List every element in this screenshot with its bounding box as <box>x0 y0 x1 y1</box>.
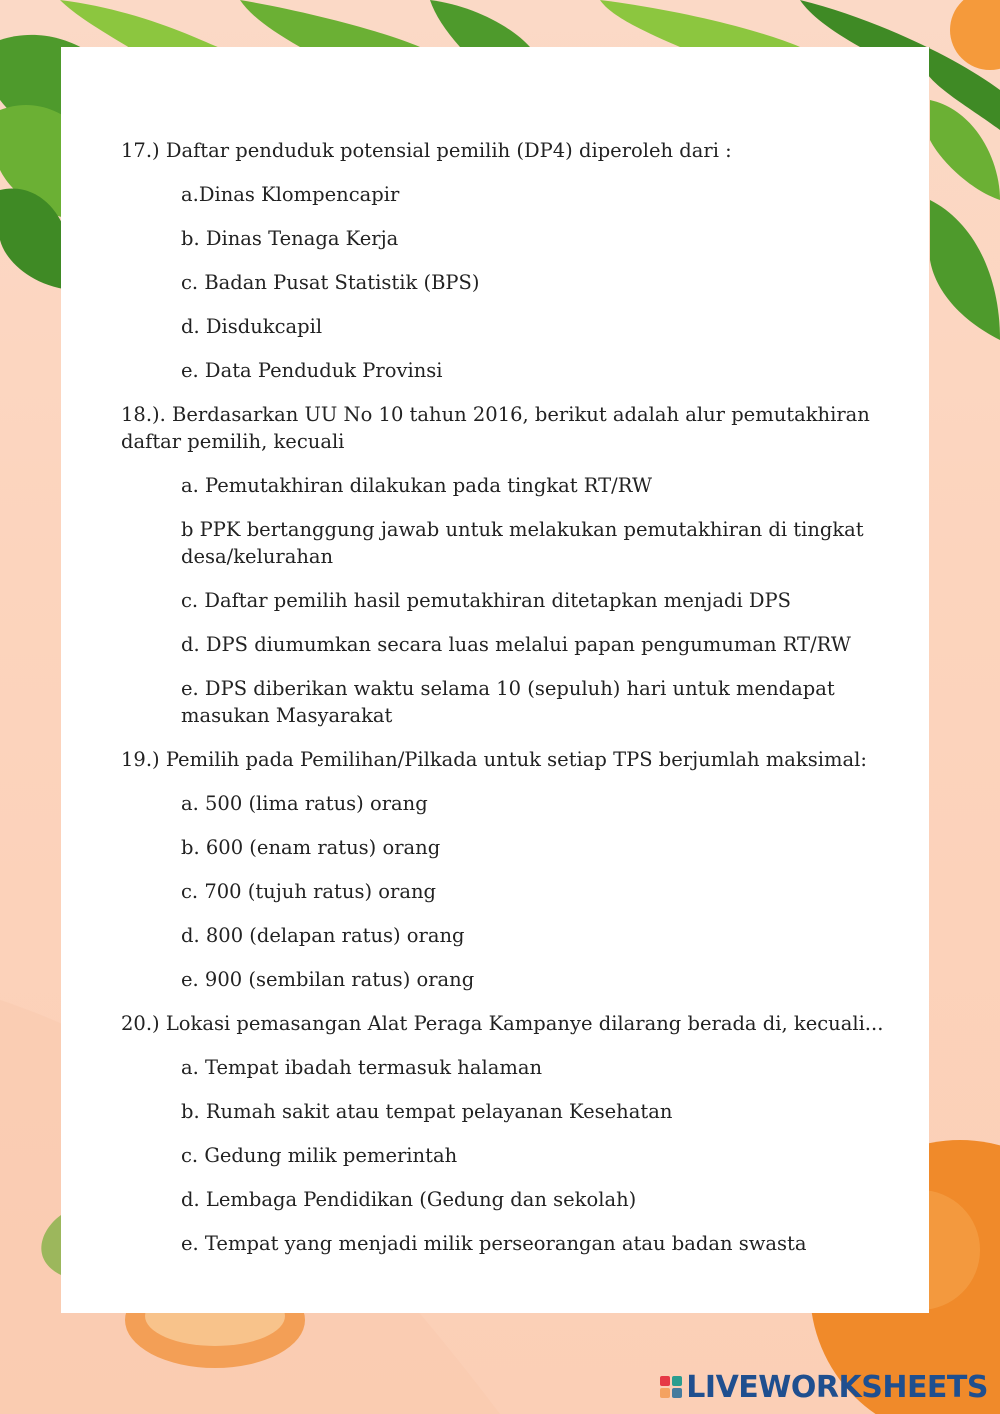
answer-option: d. DPS diumumkan secara luas melalui papan pengumuman RT/RW <box>181 633 851 656</box>
answer-option: b. Rumah sakit atau tempat pelayanan Kesehatan <box>181 1100 673 1123</box>
answer-option: d. 800 (delapan ratus) orang <box>181 924 465 947</box>
answer-option: a. Pemutakhiran dilakukan pada tingkat RT/RW <box>181 474 653 497</box>
questions-list <box>121 137 891 1274</box>
liveworksheets-logo-text: LIVEWORKSHEETS <box>686 1369 988 1405</box>
answer-option: e. Tempat yang menjadi milik perseorangan atau badan swasta <box>181 1232 807 1255</box>
answer-option: c. Gedung milik pemerintah <box>181 1144 458 1167</box>
answer-option: e. 900 (sembilan ratus) orang <box>181 968 475 991</box>
answer-option: c. Badan Pusat Statistik (BPS) <box>181 271 480 294</box>
question-text: 19.) Pemilih pada Pemilihan/Pilkada untuk setiap TPS berjumlah maksimal: <box>121 748 867 771</box>
question-text: 18.). Berdasarkan UU No 10 tahun 2016, berikut adalah alur pemutakhiran daftar pemilih, kecuali <box>121 403 870 453</box>
answer-option: d. Lembaga Pendidikan (Gedung dan sekolah) <box>181 1188 637 1211</box>
worksheet-page <box>61 47 929 1313</box>
answer-option: e. Data Penduduk Provinsi <box>181 359 443 382</box>
question-text: 17.) Daftar penduduk potensial pemilih (DP4) diperoleh dari : <box>121 139 732 162</box>
answer-option: d. Disdukcapil <box>181 315 323 338</box>
answer-option: a. 500 (lima ratus) orang <box>181 792 428 815</box>
answer-option: e. DPS diberikan waktu selama 10 (sepuluh) hari untuk mendapat masukan Masyarakat <box>181 677 835 727</box>
answer-option: a.Dinas Klompencapir <box>181 183 400 206</box>
answer-option: b. 600 (enam ratus) orang <box>181 836 441 859</box>
answer-option: c. Daftar pemilih hasil pemutakhiran ditetapkan menjadi DPS <box>181 589 792 612</box>
liveworksheets-logo <box>660 1370 988 1404</box>
answer-option: a. Tempat ibadah termasuk halaman <box>181 1056 543 1079</box>
answer-option: c. 700 (tujuh ratus) orang <box>181 880 436 903</box>
answer-option: b. Dinas Tenaga Kerja <box>181 227 399 250</box>
question-text: 20.) Lokasi pemasangan Alat Peraga Kampanye dilarang berada di, kecuali... <box>121 1012 884 1035</box>
liveworksheets-logo-mark <box>660 1376 682 1398</box>
answer-option: b PPK bertanggung jawab untuk melakukan pemutakhiran di tingkat desa/kelurahan <box>181 518 864 568</box>
